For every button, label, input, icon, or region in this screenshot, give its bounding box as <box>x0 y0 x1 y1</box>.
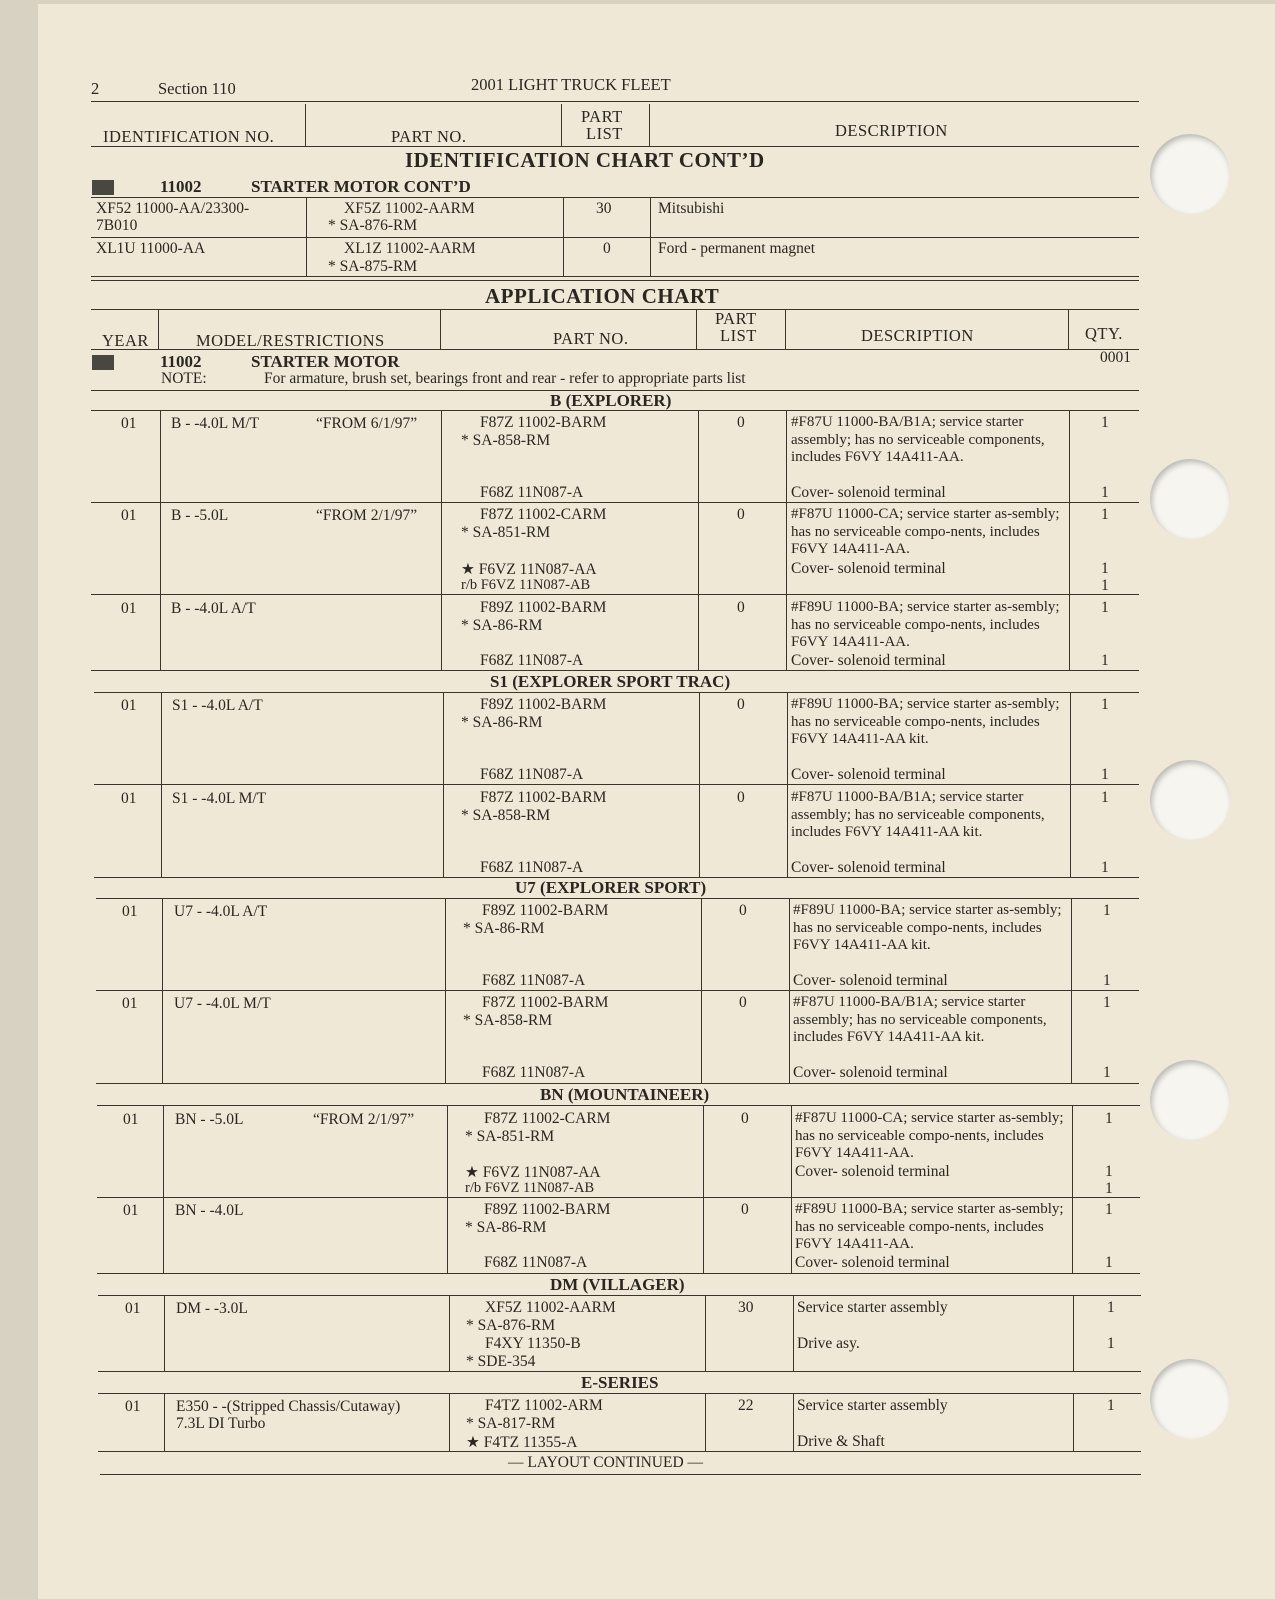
note-label: NOTE: <box>161 370 207 387</box>
r6-p3: F68Z 11N087-A <box>482 972 586 989</box>
id-row2-part: XL1Z 11002-AARM <box>344 240 476 257</box>
r9-qty2: 1 <box>1105 1254 1113 1271</box>
r9-p2: * SA-86-RM <box>465 1219 547 1236</box>
r2-desc: #F87U 11000-CA; service starter as-sembly; has no serviceable compo-nents, includes F6VY 14A411-AA. <box>791 506 1060 557</box>
r10-p3: F4XY 11350-B <box>485 1335 581 1352</box>
group-marker-1 <box>92 180 114 195</box>
r6-p1: F89Z 11002-BARM <box>482 902 609 919</box>
r6-desc: #F89U 11000-BA; service starter as-sembly; has no serviceable compo-nents, includes F6VY 14A411-AA kit. <box>793 902 1062 953</box>
section-explorer: B (EXPLORER) <box>550 391 672 410</box>
r2-model: B - -5.0L <box>171 507 229 524</box>
r7-desc2: Cover- solenoid terminal <box>793 1064 948 1081</box>
r10-list: 30 <box>738 1299 754 1316</box>
r4-qty2: 1 <box>1101 766 1109 783</box>
r3-desc: #F89U 11000-BA; service starter as-sembly; has no serviceable compo-nents, includes F6VY 14A411-AA. <box>791 599 1060 650</box>
r7-year: 01 <box>122 995 138 1012</box>
r4-qty: 1 <box>1101 696 1109 713</box>
r1-qty2: 1 <box>1101 484 1109 501</box>
r6-model: U7 - -4.0L A/T <box>174 903 268 920</box>
r5-year: 01 <box>121 790 137 807</box>
r6-qty2: 1 <box>1103 972 1111 989</box>
description-col-header: DESCRIPTION <box>835 121 948 140</box>
r5-desc: #F87U 11000-BA/B1A; service starter assembly; has no serviceable components, includes F6VY 14A411-AA kit. <box>791 789 1045 840</box>
r8-p1: F87Z 11002-CARM <box>484 1110 611 1127</box>
partlist-col-header-a: PART <box>581 107 623 126</box>
r2-qty3: 1 <box>1101 577 1109 594</box>
section-mountaineer: BN (MOUNTAINEER) <box>540 1085 710 1104</box>
app-chart-title: APPLICATION CHART <box>485 284 720 308</box>
binder-hole-4 <box>1150 1060 1230 1140</box>
r4-p1: F89Z 11002-BARM <box>480 696 607 713</box>
r2-p4: r/b F6VZ 11N087-AB <box>461 577 591 593</box>
r5-model: S1 - -4.0L M/T <box>172 790 267 807</box>
r5-p2: * SA-858-RM <box>461 807 551 824</box>
r4-desc2: Cover- solenoid terminal <box>791 766 946 783</box>
r7-qty2: 1 <box>1103 1064 1111 1081</box>
r7-qty: 1 <box>1103 994 1111 1011</box>
r8-qty: 1 <box>1105 1110 1113 1127</box>
section-label: Section 110 <box>158 79 236 98</box>
r1-list: 0 <box>737 414 745 431</box>
r9-year: 01 <box>123 1202 139 1219</box>
r1-model: B - -4.0L M/T <box>171 415 260 432</box>
r11-p1: F4TZ 11002-ARM <box>485 1397 603 1414</box>
r6-desc2: Cover- solenoid terminal <box>793 972 948 989</box>
r4-p3: F68Z 11N087-A <box>480 766 584 783</box>
app-partlist-header-a: PART <box>715 309 757 328</box>
r1-desc: #F87U 11000-BA/B1A; service starter assembly; has no serviceable components, includes F6VY 14A411-AA. <box>791 414 1045 465</box>
r5-p1: F87Z 11002-BARM <box>480 789 607 806</box>
r7-p1: F87Z 11002-BARM <box>482 994 609 1011</box>
id-row1-part: XF5Z 11002-AARM <box>344 200 475 217</box>
r3-p3: F68Z 11N087-A <box>480 652 584 669</box>
id-row1-id2: 7B010 <box>96 217 138 234</box>
r5-p3: F68Z 11N087-A <box>480 859 584 876</box>
r9-desc: #F89U 11000-BA; service starter as-sembly; has no serviceable compo-nents, includes F6VY 14A411-AA. <box>795 1201 1064 1252</box>
year-col-header: YEAR <box>102 331 149 350</box>
id-row2-list: 0 <box>603 240 611 257</box>
r8-p4: r/b F6VZ 11N087-AB <box>465 1180 595 1196</box>
r4-list: 0 <box>737 696 745 713</box>
r10-year: 01 <box>125 1300 141 1317</box>
r9-desc2: Cover- solenoid terminal <box>795 1254 950 1271</box>
r10-qty: 1 <box>1107 1299 1115 1316</box>
r9-list: 0 <box>741 1201 749 1218</box>
r2-p2: * SA-851-RM <box>461 524 551 541</box>
r8-p2: * SA-851-RM <box>465 1128 555 1145</box>
r8-p3: ★ F6VZ 11N087-AA <box>465 1164 601 1181</box>
app-group-qty: 0001 <box>1100 349 1131 366</box>
binder-hole-2 <box>1150 459 1230 539</box>
r5-desc2: Cover- solenoid terminal <box>791 859 946 876</box>
r9-qty: 1 <box>1105 1201 1113 1218</box>
binder-hole-1 <box>1150 134 1230 214</box>
r10-qty2: 1 <box>1107 1335 1115 1352</box>
r4-year: 01 <box>121 697 137 714</box>
r6-year: 01 <box>122 903 138 920</box>
partno-col-header: PART NO. <box>391 127 467 146</box>
r11-model: E350 - -(Stripped Chassis/Cutaway) <box>176 1398 401 1415</box>
r4-desc: #F89U 11000-BA; service starter as-sembly; has no serviceable compo-nents, includes F6VY 14A411-AA kit. <box>791 696 1060 747</box>
r10-model: DM - -3.0L <box>176 1300 248 1317</box>
r8-model: BN - -5.0L <box>175 1111 244 1128</box>
r2-p1: F87Z 11002-CARM <box>480 506 607 523</box>
r3-qty2: 1 <box>1101 652 1109 669</box>
id-chart-title: IDENTIFICATION CHART CONT’D <box>405 148 765 172</box>
id-group-code: 11002 <box>160 177 202 196</box>
id-col-header: IDENTIFICATION NO. <box>103 127 275 146</box>
page-number: 2 <box>91 79 100 98</box>
id-row1-list: 30 <box>596 200 612 217</box>
r4-p2: * SA-86-RM <box>461 714 543 731</box>
binder-hole-5 <box>1150 1359 1230 1439</box>
r10-p1: XF5Z 11002-AARM <box>485 1299 616 1316</box>
r3-p1: F89Z 11002-BARM <box>480 599 607 616</box>
r4-model: S1 - -4.0L A/T <box>172 697 263 714</box>
section-eseries: E-SERIES <box>581 1373 659 1392</box>
r1-p3: F68Z 11N087-A <box>480 484 584 501</box>
app-group-name: STARTER MOTOR <box>251 352 400 371</box>
r3-list: 0 <box>737 599 745 616</box>
r3-year: 01 <box>121 600 137 617</box>
r10-desc2: Drive asy. <box>797 1335 860 1352</box>
qty-col-header: QTY. <box>1085 324 1123 343</box>
r2-p3: ★ F6VZ 11N087-AA <box>461 561 597 578</box>
r8-qty2: 1 <box>1105 1163 1113 1180</box>
r8-desc: #F87U 11000-CA; service starter as-sembly; has no serviceable compo-nents, includes F6VY 14A411-AA. <box>795 1110 1064 1161</box>
id-row1-desc: Mitsubishi <box>658 200 725 217</box>
r7-p2: * SA-858-RM <box>463 1012 553 1029</box>
r8-restr: “FROM 2/1/97” <box>313 1111 415 1128</box>
binder-hole-3 <box>1150 760 1230 840</box>
app-description-header: DESCRIPTION <box>861 326 974 345</box>
r5-qty: 1 <box>1101 789 1109 806</box>
app-partno-col-header: PART NO. <box>553 329 629 348</box>
r11-desc: Service starter assembly <box>797 1397 948 1414</box>
r1-year: 01 <box>121 415 137 432</box>
app-group-code: 11002 <box>160 352 202 371</box>
r2-qty: 1 <box>1101 506 1109 523</box>
r3-model: B - -4.0L A/T <box>171 600 256 617</box>
r11-qty: 1 <box>1107 1397 1115 1414</box>
page-title: 2001 LIGHT TRUCK FLEET <box>471 75 671 94</box>
partlist-col-header-b: LIST <box>586 124 623 143</box>
id-row2-part2: * SA-875-RM <box>328 258 418 275</box>
r5-list: 0 <box>737 789 745 806</box>
r2-list: 0 <box>737 506 745 523</box>
r1-p1: F87Z 11002-BARM <box>480 414 607 431</box>
r10-desc: Service starter assembly <box>797 1299 948 1316</box>
r2-qty2: 1 <box>1101 560 1109 577</box>
r8-year: 01 <box>123 1111 139 1128</box>
r10-p4: * SDE-354 <box>466 1353 536 1370</box>
r2-desc2: Cover- solenoid terminal <box>791 560 946 577</box>
r10-p2: * SA-876-RM <box>466 1317 556 1334</box>
id-row2-id: XL1U 11000-AA <box>96 240 206 257</box>
layout-continued: — LAYOUT CONTINUED — <box>508 1454 704 1471</box>
r8-list: 0 <box>741 1110 749 1127</box>
section-villager: DM (VILLAGER) <box>550 1275 685 1294</box>
r2-year: 01 <box>121 507 137 524</box>
r3-desc2: Cover- solenoid terminal <box>791 652 946 669</box>
model-col-header: MODEL/RESTRICTIONS <box>196 331 385 350</box>
r3-p2: * SA-86-RM <box>461 617 543 634</box>
r7-desc: #F87U 11000-BA/B1A; service starter assembly; has no serviceable components, includes F6VY 14A411-AA kit. <box>793 994 1047 1045</box>
app-partlist-header-b: LIST <box>720 326 757 345</box>
id-row2-desc: Ford - permanent magnet <box>658 240 816 257</box>
note-text: For armature, brush set, bearings front and rear - refer to appropriate parts list <box>264 370 746 387</box>
id-row1-id: XF52 11000-AA/23300- <box>96 200 250 217</box>
r11-model2: 7.3L DI Turbo <box>176 1415 266 1432</box>
section-sport-trac: S1 (EXPLORER SPORT TRAC) <box>490 672 731 691</box>
id-row1-part2: * SA-876-RM <box>328 217 418 234</box>
r7-model: U7 - -4.0L M/T <box>174 995 271 1012</box>
r3-qty: 1 <box>1101 599 1109 616</box>
r11-year: 01 <box>125 1398 141 1415</box>
r5-qty2: 1 <box>1101 859 1109 876</box>
r7-list: 0 <box>739 994 747 1011</box>
r6-p2: * SA-86-RM <box>463 920 545 937</box>
r9-model: BN - -4.0L <box>175 1202 244 1219</box>
r6-qty: 1 <box>1103 902 1111 919</box>
r11-p3: ★ F4TZ 11355-A <box>466 1434 578 1451</box>
id-group-name: STARTER MOTOR CONT’D <box>251 177 471 196</box>
r11-p2: * SA-817-RM <box>466 1415 556 1432</box>
r8-qty3: 1 <box>1105 1180 1113 1197</box>
r1-desc2: Cover- solenoid terminal <box>791 484 946 501</box>
r1-p2: * SA-858-RM <box>461 432 551 449</box>
r1-restr: “FROM 6/1/97” <box>316 415 418 432</box>
r11-list: 22 <box>738 1397 754 1414</box>
r7-p3: F68Z 11N087-A <box>482 1064 586 1081</box>
r1-qty: 1 <box>1101 414 1109 431</box>
catalog-page <box>38 4 1275 1599</box>
r6-list: 0 <box>739 902 747 919</box>
r2-restr: “FROM 2/1/97” <box>316 507 418 524</box>
r9-p3: F68Z 11N087-A <box>484 1254 588 1271</box>
r9-p1: F89Z 11002-BARM <box>484 1201 611 1218</box>
group-marker-2 <box>92 355 114 370</box>
r11-desc2: Drive & Shaft <box>797 1433 885 1450</box>
r8-desc2: Cover- solenoid terminal <box>795 1163 950 1180</box>
section-explorer-sport: U7 (EXPLORER SPORT) <box>515 878 707 897</box>
